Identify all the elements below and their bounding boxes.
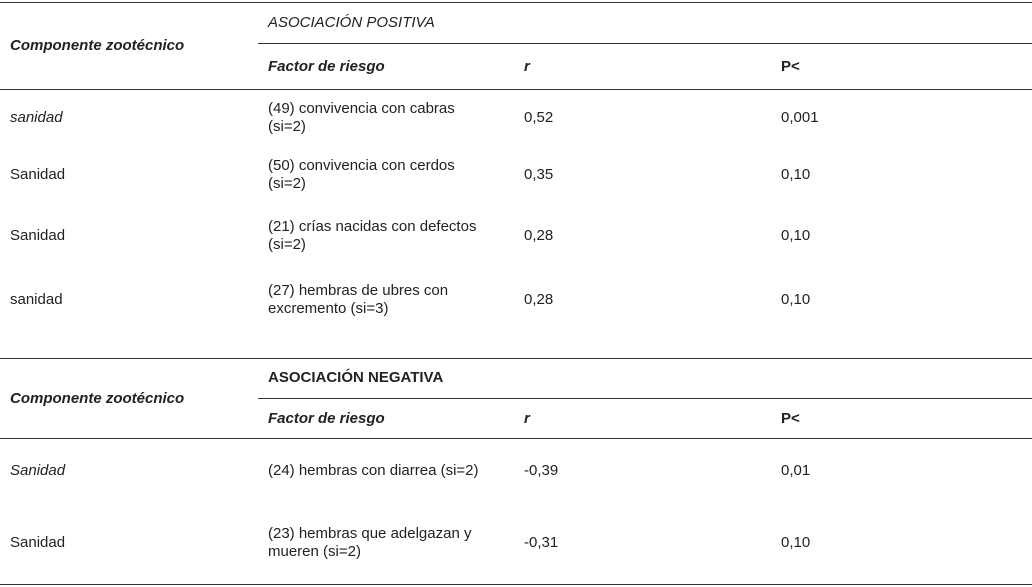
cell-factor: (24) hembras con diarrea (si=2) <box>268 462 479 479</box>
cell-factor: (50) convivencia con cerdos <box>268 157 455 174</box>
cell-p: 0,10 <box>781 534 811 551</box>
cell-r: -0,31 <box>524 534 559 551</box>
header-r: r <box>524 410 530 427</box>
cell-p: 0,001 <box>781 109 819 126</box>
cell-p: 0,01 <box>781 462 811 479</box>
cell-component: sanidad <box>10 109 63 126</box>
rule <box>258 398 1032 399</box>
cell-factor-cont: mueren (si=2) <box>268 543 361 560</box>
cell-factor-cont: (si=2) <box>268 118 306 135</box>
header-factor: Factor de riesgo <box>268 58 385 75</box>
rule <box>258 43 1032 44</box>
cell-factor-cont: (si=2) <box>268 175 306 192</box>
section-title-negative: ASOCIACIÓN NEGATIVA <box>268 369 444 386</box>
header-p: P< <box>781 58 800 75</box>
cell-factor-cont: excremento (si=3) <box>268 300 389 317</box>
cell-component: Sanidad <box>10 462 66 479</box>
header-p: P< <box>781 410 800 427</box>
cell-factor: (23) hembras que adelgazan y <box>268 525 472 542</box>
cell-r: 0,52 <box>524 109 554 126</box>
rule <box>0 584 1032 585</box>
header-factor: Factor de riesgo <box>268 410 385 427</box>
cell-component: Sanidad <box>10 227 66 244</box>
header-component: Componente zootécnico <box>10 37 185 54</box>
rule <box>0 358 1032 359</box>
cell-p: 0,10 <box>781 166 811 183</box>
cell-component: Sanidad <box>10 166 66 183</box>
cell-component: Sanidad <box>10 534 66 551</box>
cell-component: sanidad <box>10 291 63 308</box>
header-r: r <box>524 58 530 75</box>
cell-factor: (49) convivencia con cabras <box>268 100 455 117</box>
rule <box>0 438 1032 439</box>
cell-p: 0,10 <box>781 291 811 308</box>
rule <box>0 2 1032 3</box>
cell-factor: (27) hembras de ubres con <box>268 282 449 299</box>
cell-r: -0,39 <box>524 462 559 479</box>
cell-factor-cont: (si=2) <box>268 236 306 253</box>
header-component: Componente zootécnico <box>10 390 185 407</box>
rule <box>0 89 1032 90</box>
cell-factor: (21) crías nacidas con defectos <box>268 218 477 235</box>
cell-p: 0,10 <box>781 227 811 244</box>
cell-r: 0,35 <box>524 166 554 183</box>
cell-r: 0,28 <box>524 227 554 244</box>
cell-r: 0,28 <box>524 291 554 308</box>
section-title-positive: ASOCIACIÓN POSITIVA <box>268 14 435 31</box>
